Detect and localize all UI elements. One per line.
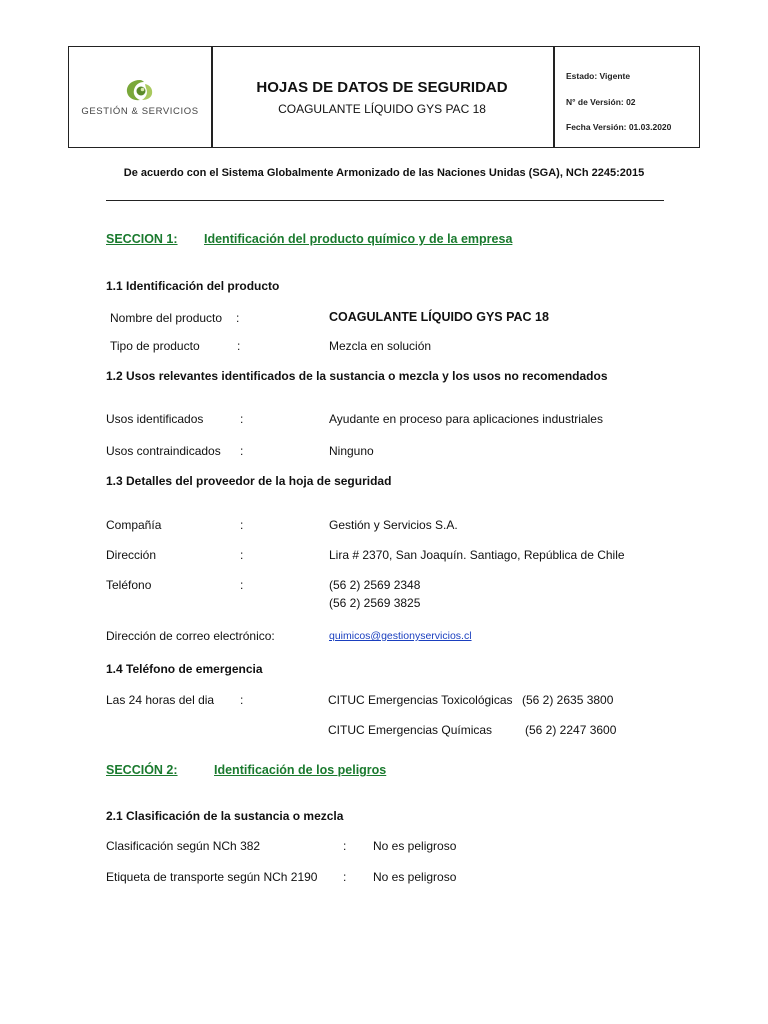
colon: : [236, 311, 240, 325]
document-subtitle: COAGULANTE LÍQUIDO GYS PAC 18 [278, 102, 486, 116]
colon: : [343, 870, 347, 884]
document-header [68, 46, 700, 148]
logo-icon [121, 77, 159, 103]
emergency-chem-phone: (56 2) 2247 3600 [525, 723, 617, 737]
colon: : [343, 839, 347, 853]
colon: : [240, 693, 244, 707]
subsection-1-2: 1.2 Usos relevantes identificados de la sustancia o mezcla y los usos no recomendados [106, 369, 608, 383]
date-field: Fecha Versión: 01.03.2020 [566, 122, 672, 132]
document-title: HOJAS DE DATOS DE SEGURIDAD [256, 79, 508, 96]
subsection-1-1: 1.1 Identificación del producto [106, 279, 280, 293]
transport-label: Etiqueta de transporte según NCh 2190 [106, 870, 318, 884]
company-label: Compañía [106, 518, 162, 532]
status-field: Estado: Vigente [566, 71, 631, 81]
email-label: Dirección de correo electrónico: [106, 629, 275, 643]
company-logo [69, 47, 211, 147]
product-name-label: Nombre del producto [110, 311, 223, 325]
uses-label: Usos identificados [106, 412, 204, 426]
header-divider [211, 47, 213, 147]
section-2-title: Identificación de los peligros [214, 763, 387, 777]
version-field: N° de Versión: 02 [566, 97, 636, 107]
phone-value-1: (56 2) 2569 2348 [329, 578, 421, 592]
subsection-2-1: 2.1 Clasificación de la sustancia o mezcla [106, 809, 344, 823]
logo-text: GESTIÓN & SERVICIOS [81, 106, 199, 117]
section-1-title: Identificación del producto químico y de la empresa [204, 232, 513, 246]
phone-value-2: (56 2) 2569 3825 [329, 596, 421, 610]
section-2-number: SECCIÓN 2: [106, 763, 178, 777]
colon: : [240, 548, 244, 562]
header-divider [553, 47, 555, 147]
divider-line [106, 200, 664, 201]
email-link[interactable]: quimicos@gestionyservicios.cl [329, 630, 472, 642]
product-type-label: Tipo de producto [110, 339, 200, 353]
transport-value: No es peligroso [373, 870, 457, 884]
contraindicated-label: Usos contraindicados [106, 444, 221, 458]
emergency-label: Las 24 horas del dia [106, 693, 215, 707]
subsection-1-3: 1.3 Detalles del proveedor de la hoja de seguridad [106, 474, 392, 488]
colon: : [240, 518, 244, 532]
contraindicated-value: Ninguno [329, 444, 374, 458]
address-value: Lira # 2370, San Joaquín. Santiago, República de Chile [329, 548, 625, 562]
product-name-value: COAGULANTE LÍQUIDO GYS PAC 18 [329, 310, 549, 324]
subsection-1-4: 1.4 Teléfono de emergencia [106, 662, 263, 676]
classification-value: No es peligroso [373, 839, 457, 853]
colon: : [240, 578, 244, 592]
product-type-value: Mezcla en solución [329, 339, 432, 353]
sga-note: De acuerdo con el Sistema Globalmente Armonizado de las Naciones Unidas (SGA), NCh 2245:2015 [123, 167, 645, 179]
emergency-chem-name: CITUC Emergencias Químicas [328, 723, 493, 737]
emergency-tox-name: CITUC Emergencias Toxicológicas [328, 693, 513, 707]
emergency-tox-phone: (56 2) 2635 3800 [522, 693, 614, 707]
uses-value: Ayudante en proceso para aplicaciones industriales [329, 412, 603, 426]
colon: : [237, 339, 241, 353]
phone-label: Teléfono [106, 578, 152, 592]
classification-label: Clasificación según NCh 382 [106, 839, 261, 853]
colon: : [240, 412, 244, 426]
company-value: Gestión y Servicios S.A. [329, 518, 458, 532]
colon: : [240, 444, 244, 458]
section-1-number: SECCION 1: [106, 232, 178, 246]
address-label: Dirección [106, 548, 157, 562]
